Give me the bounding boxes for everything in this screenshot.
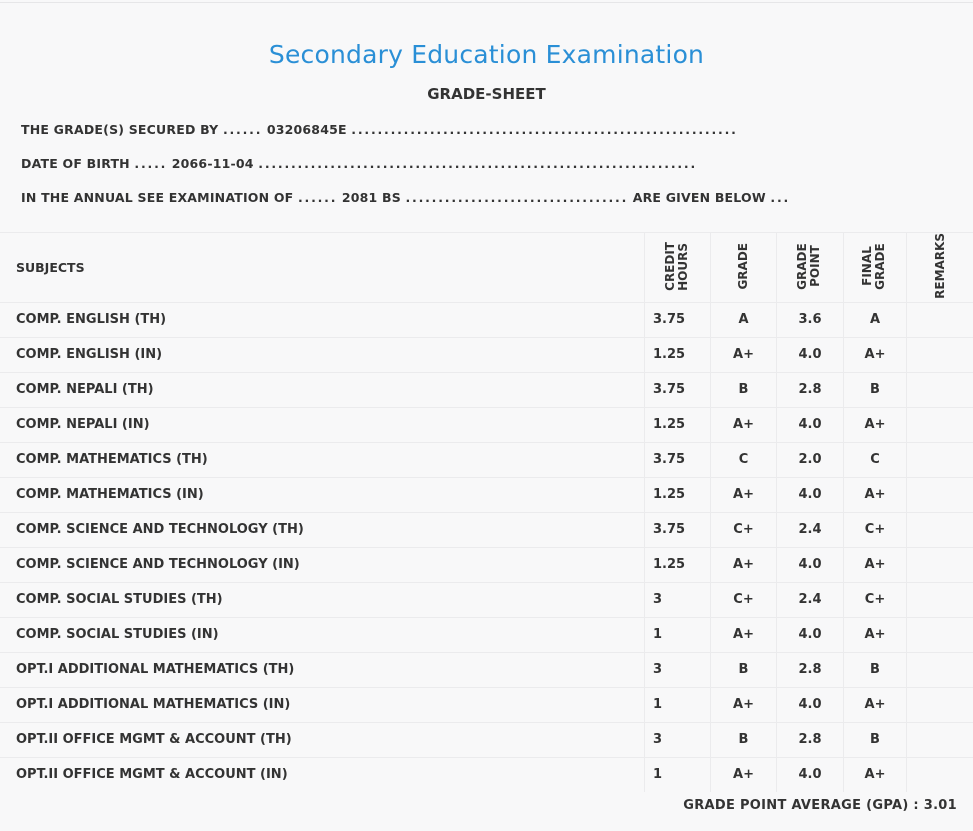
header-credit-hours-text: CREDIT HOURS	[662, 241, 690, 291]
remarks-cell	[907, 687, 973, 722]
remarks-cell	[907, 617, 973, 652]
exam-label: IN THE ANNUAL SEE EXAMINATION OF	[21, 190, 294, 205]
grade-cell: A+	[711, 617, 777, 652]
secured-by-label: THE GRADE(S) SECURED BY	[21, 122, 219, 137]
credit-hours-cell: 3.75	[645, 442, 711, 477]
table-row	[0, 337, 973, 372]
table-header-row	[0, 233, 973, 303]
table-row	[0, 372, 973, 407]
final-grade-cell: A	[844, 302, 907, 337]
exam-year: 2081 BS	[341, 190, 401, 205]
remarks-cell	[907, 337, 973, 372]
gpa-label: GRADE POINT AVERAGE (GPA) :	[683, 798, 919, 813]
grade-cell: B	[711, 652, 777, 687]
subject-cell: COMP. ENGLISH (TH)	[0, 302, 645, 337]
dob-label: DATE OF BIRTH	[21, 156, 130, 171]
table-row	[0, 582, 973, 617]
final-grade-cell: A+	[844, 337, 907, 372]
table-row	[0, 757, 973, 792]
remarks-cell	[907, 477, 973, 512]
page-title: Secondary Education Examination	[268, 40, 705, 69]
grades-table	[0, 232, 973, 792]
credit-hours-cell: 3	[645, 722, 711, 757]
grade-point-cell: 4.0	[777, 407, 844, 442]
subject-cell: COMP. NEPALI (TH)	[0, 372, 645, 407]
header-remarks	[907, 233, 973, 303]
remarks-cell	[907, 372, 973, 407]
remarks-cell	[907, 407, 973, 442]
credit-hours-cell: 1.25	[645, 477, 711, 512]
grade-point-cell: 4.0	[777, 547, 844, 582]
subject-cell: OPT.I ADDITIONAL MATHEMATICS (IN)	[0, 687, 645, 722]
subject-cell: COMP. ENGLISH (IN)	[0, 337, 645, 372]
subject-cell: COMP. MATHEMATICS (TH)	[0, 442, 645, 477]
final-grade-cell: B	[844, 372, 907, 407]
grade-cell: A	[711, 302, 777, 337]
table-row	[0, 442, 973, 477]
table-row	[0, 302, 973, 337]
remarks-cell	[907, 757, 973, 792]
subject-cell: OPT.II OFFICE MGMT & ACCOUNT (TH)	[0, 722, 645, 757]
credit-hours-cell: 3.75	[645, 512, 711, 547]
table-row	[0, 407, 973, 442]
credit-hours-cell: 3	[645, 582, 711, 617]
subject-cell: COMP. MATHEMATICS (IN)	[0, 477, 645, 512]
final-grade-cell: A+	[844, 617, 907, 652]
header-final-grade	[844, 233, 907, 303]
final-grade-cell: C	[844, 442, 907, 477]
info-exam: IN THE ANNUAL SEE EXAMINATION OF ...... 2081 BS .................................. ARE GIVEN BELOW ...	[21, 190, 791, 205]
table-row	[0, 547, 973, 582]
remarks-cell	[907, 442, 973, 477]
grade-point-cell: 4.0	[777, 617, 844, 652]
gpa-summary	[683, 798, 957, 813]
table-row	[0, 617, 973, 652]
subject-cell: COMP. SCIENCE AND TECHNOLOGY (TH)	[0, 512, 645, 547]
credit-hours-cell: 3	[645, 652, 711, 687]
credit-hours-cell: 1	[645, 687, 711, 722]
top-divider	[0, 2, 973, 3]
grade-point-cell: 4.0	[777, 687, 844, 722]
header-grade	[711, 233, 777, 303]
grade-cell: A+	[711, 337, 777, 372]
subject-cell: COMP. SCIENCE AND TECHNOLOGY (IN)	[0, 547, 645, 582]
grade-cell: B	[711, 722, 777, 757]
final-grade-cell: A+	[844, 477, 907, 512]
header-credit-hours	[645, 233, 711, 303]
final-grade-cell: A+	[844, 687, 907, 722]
credit-hours-cell: 3.75	[645, 302, 711, 337]
credit-hours-cell: 1.25	[645, 547, 711, 582]
credit-hours-cell: 1.25	[645, 337, 711, 372]
subject-cell: COMP. SOCIAL STUDIES (TH)	[0, 582, 645, 617]
table-row	[0, 652, 973, 687]
grade-point-cell: 2.0	[777, 442, 844, 477]
final-grade-cell: A+	[844, 757, 907, 792]
grade-point-cell: 4.0	[777, 757, 844, 792]
subject-cell: OPT.II OFFICE MGMT & ACCOUNT (IN)	[0, 757, 645, 792]
remarks-cell	[907, 722, 973, 757]
header-grade-point-text: GRADE POINT	[795, 242, 822, 290]
table-row	[0, 477, 973, 512]
credit-hours-cell: 1.25	[645, 407, 711, 442]
table-row	[0, 512, 973, 547]
header-subjects: SUBJECTS	[0, 233, 645, 303]
final-grade-cell: B	[844, 722, 907, 757]
grade-cell: A+	[711, 407, 777, 442]
credit-hours-cell: 3.75	[645, 372, 711, 407]
remarks-cell	[907, 302, 973, 337]
symbol-number: 03206845E	[266, 122, 347, 137]
final-grade-cell: B	[844, 652, 907, 687]
info-secured-by: THE GRADE(S) SECURED BY ...... 03206845E ...........................................................	[21, 122, 738, 137]
subject-cell: COMP. SOCIAL STUDIES (IN)	[0, 617, 645, 652]
grade-point-cell: 4.0	[777, 337, 844, 372]
grade-cell: C+	[711, 582, 777, 617]
remarks-cell	[907, 652, 973, 687]
final-grade-cell: A+	[844, 407, 907, 442]
table-row	[0, 722, 973, 757]
header-remarks-text: REMARKS	[932, 233, 947, 299]
grade-point-cell: 2.4	[777, 582, 844, 617]
header-final-grade-text: FINAL GRADE	[860, 242, 887, 290]
grade-point-cell: 2.4	[777, 512, 844, 547]
grade-point-cell: 3.6	[777, 302, 844, 337]
final-grade-cell: C+	[844, 512, 907, 547]
page-subtitle: GRADE-SHEET	[427, 85, 546, 103]
grade-cell: A+	[711, 687, 777, 722]
header-grade-point	[777, 233, 844, 303]
grade-point-cell: 2.8	[777, 372, 844, 407]
grade-cell: C	[711, 442, 777, 477]
grade-cell: B	[711, 372, 777, 407]
grade-cell: C+	[711, 512, 777, 547]
grade-cell: A+	[711, 477, 777, 512]
credit-hours-cell: 1	[645, 617, 711, 652]
table-row	[0, 687, 973, 722]
info-dob: DATE OF BIRTH ..... 2066-11-04 ...................................................................	[21, 156, 698, 171]
subject-cell: COMP. NEPALI (IN)	[0, 407, 645, 442]
subject-cell: OPT.I ADDITIONAL MATHEMATICS (TH)	[0, 652, 645, 687]
remarks-cell	[907, 582, 973, 617]
final-grade-cell: A+	[844, 547, 907, 582]
given-below-label: ARE GIVEN BELOW	[632, 190, 766, 205]
remarks-cell	[907, 512, 973, 547]
grade-point-cell: 2.8	[777, 722, 844, 757]
gpa-value: 3.01	[923, 798, 957, 813]
dob-value: 2066-11-04	[171, 156, 254, 171]
credit-hours-cell: 1	[645, 757, 711, 792]
grade-point-cell: 4.0	[777, 477, 844, 512]
final-grade-cell: C+	[844, 582, 907, 617]
grade-cell: A+	[711, 757, 777, 792]
grade-point-cell: 2.8	[777, 652, 844, 687]
header-grade-text: GRADE	[736, 242, 750, 290]
remarks-cell	[907, 547, 973, 582]
grade-cell: A+	[711, 547, 777, 582]
